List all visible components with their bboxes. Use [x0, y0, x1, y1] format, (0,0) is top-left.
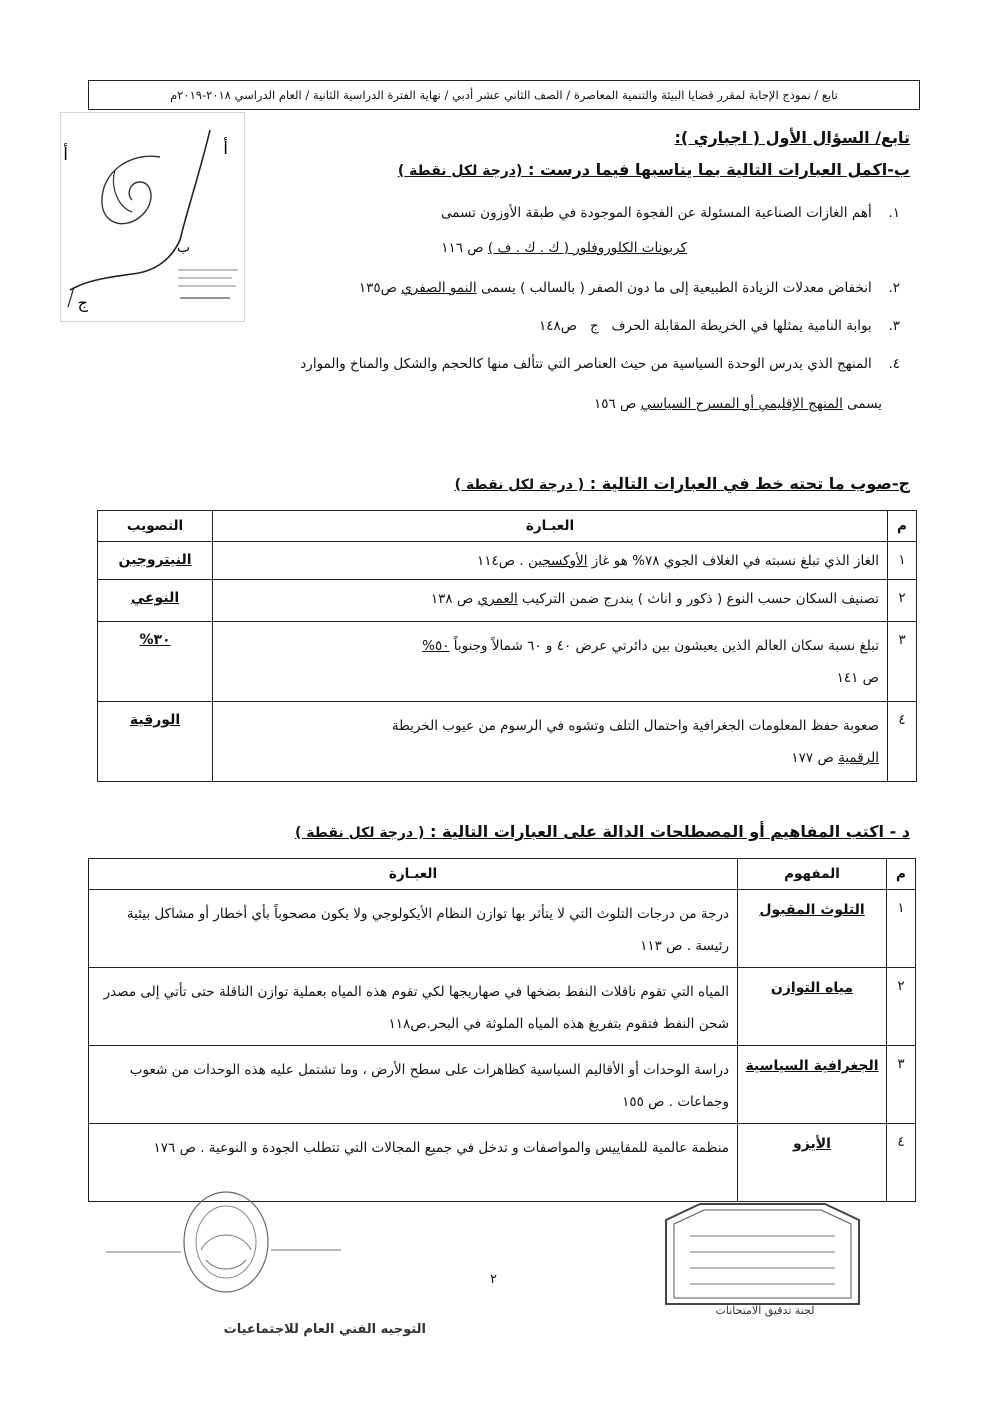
table-row: ٣ تبلغ نسبة سكان العالم الذين يعيشون بين دائرتي عرض ٤٠ و ٦٠ شمالاً وجنوباً ٥٠% ص ١٤١ ٣٠%	[98, 622, 917, 702]
ministry-seal-stamp	[96, 1180, 346, 1330]
header-text: تابع / نموذج الإجابة لمقرر قضايا البيئة والتنمية المعاصرة / الصف الثاني عشر أدبي / نهاية الفترة الدراسية الثانية / العام الدراسي ٢٠١٨-٢٠١٩م	[170, 88, 838, 102]
correction-table-header: م العبـارة التصويب	[98, 511, 917, 542]
section-c-title	[455, 474, 910, 493]
section-b-title-text: ب-اكمل العبارات التالية بما يناسبها فيما درست :	[528, 160, 910, 179]
committee-stamp	[660, 1200, 865, 1308]
section-b-title	[398, 160, 910, 179]
table-row: ٤ الأيزو منظمة عالمية للمقاييس والمواصفات و تدخل في جميع المجالات التي تتطلب الجودة و النوعية . ص ١٧٦	[89, 1124, 916, 1202]
b-item-3: ٣. بوابة النامية يمثلها في الخريطة المقابلة الحرف ج ص١٤٨	[538, 318, 900, 334]
map-label-b: ب	[176, 240, 190, 256]
b-item-1: ١. أهم الغازات الصناعية المسئولة عن الفجوة الموجودة في طبقة الأوزون تسمى	[441, 205, 900, 221]
section-d-title	[295, 822, 910, 841]
table-row: ١ الغاز الذي تبلغ نسبته في الغلاف الجوي ٧٨% هو غاز الأوكسجين . ص١١٤ النيتروجين	[98, 542, 917, 580]
b-item-1-answer: كربونات الكلوروفلور ( ك . ك . ف ) ص ١١٦	[441, 240, 687, 256]
section-c-points: ( درجة لكل نقطة )	[454, 477, 585, 493]
map-label-a-left: أ	[63, 145, 68, 165]
section-c-title-text: ج-صوب ما تحته خط في العبارات التالية :	[589, 474, 910, 493]
table-row: ٣ الجغرافية السياسية دراسة الوحدات أو الأقاليم السياسية كظاهرات على سطح الأرض ، وما تشتمل عليه هذه الوحدات من شعوب وجماعات . ص ١٥٥	[89, 1046, 916, 1124]
gulf-map-sketch	[60, 112, 245, 322]
map-label-a: أ	[223, 139, 228, 159]
page-number: ٢	[490, 1272, 497, 1287]
b-item-2: ٢. انخفاض معدلات الزيادة الطبيعية إلى ما دون الصفر ( بالسالب ) يسمى النمو الصفري ص١٣٥	[358, 280, 900, 296]
stamp-right-caption: لجنة تدقيق الامتحانات	[715, 1304, 815, 1317]
document-header	[88, 80, 920, 110]
stamp-left-caption: التوجيه الفني العام للاجتماعيات	[223, 1322, 426, 1337]
map-label-j: ج	[77, 293, 88, 312]
table-row: ٤ صعوبة حفظ المعلومات الجغرافية واحتمال التلف وتشوه في الرسوم من عيوب الخريطة الرقمية ص ١٧٧ الورقية	[98, 702, 917, 782]
b-item-4: ٤. المنهج الذي يدرس الوحدة السياسية من حيث العناصر التي تتألف منها كالحجم والشكل والمناخ والموارد	[300, 356, 900, 372]
section-d-points: ( درجة لكل نقطة )	[294, 825, 425, 841]
terms-table-header: م المفهوم العبـارة	[89, 859, 916, 890]
section-b-points: (درجة لكل نقطة )	[397, 163, 523, 179]
table-row: ١ التلوث المقبول درجة من درجات التلوث التي لا يتأثر بها توازن النظام الأيكولوجي ولا يكون مصحوباً بأي أخطار أو مشاكل بيئية رئيسة . ص ١١٣	[89, 890, 916, 968]
b-item-4-answer: يسمى المنهج الإقليمي أو المسرح السياسي ص ١٥٦	[594, 396, 882, 412]
correction-table	[97, 510, 917, 782]
table-row: ٢ تصنيف السكان حسب النوع ( ذكور و اناث ) يندرج ضمن التركيب العمري ص ١٣٨ النوعي	[98, 580, 917, 622]
section-follow-title: تابع/ السؤال الأول ( اجباري ):	[674, 128, 910, 147]
section-d-title-text: د - اكتب المفاهيم أو المصطلحات الدالة على العبارات التالية :	[430, 822, 910, 841]
table-row: ٢ مياه التوازن المياه التي تقوم ناقلات النفط بضخها في صهاريجها لكي تقوم هذه المياه بعملية توازن الناقلة حتى تأتي إلى مصدر شحن النفط فتقوم بتفريغ هذه المياه الملوثة في البحر.ص١١٨	[89, 968, 916, 1046]
terms-table	[88, 858, 916, 1202]
